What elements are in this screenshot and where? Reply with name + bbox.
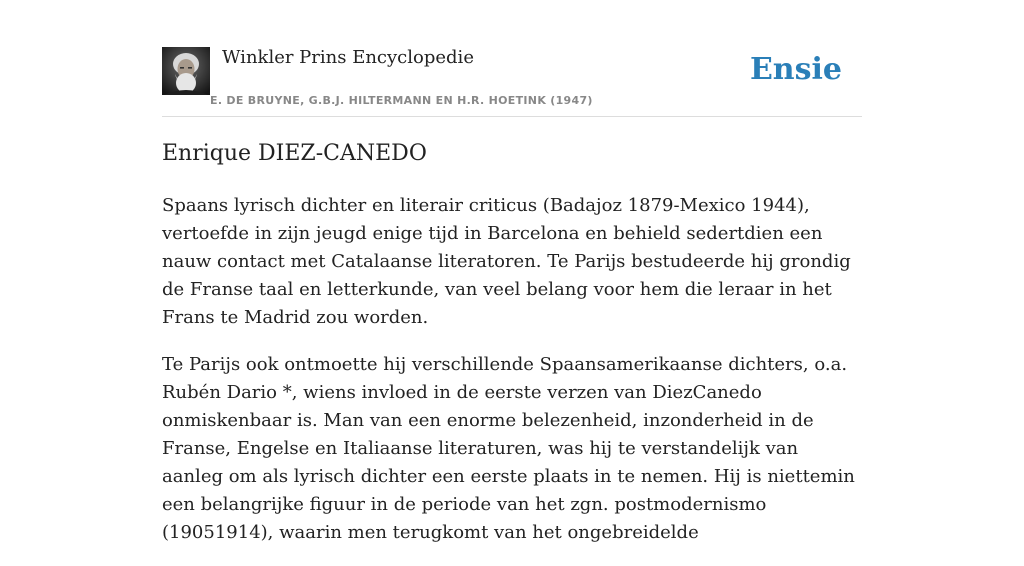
ensie-logo[interactable]: Ensie [749,52,842,87]
page-title: Enrique DIEZ-CANEDO [162,141,427,166]
portrait-avatar-icon[interactable] [162,47,210,95]
source-title[interactable]: Winkler Prins Encyclopedie [222,47,474,68]
source-header [162,44,862,117]
article-paragraph: Spaans lyrisch dichter en literair criticus (Badajoz 1879-Mexico 1944), vertoefde in zijn jeugd enige tijd in Barcelona en behield sedertdien een nauw contact met Catalaanse literatoren. Te Parijs bestudeerde hij grondig de Franse taal en letterkunde, van veel belang voor hem die leraar in het Frans te Madrid zou worden. [162,195,851,328]
source-authors: E. DE BRUYNE, G.B.J. HILTERMANN EN H.R. HOETINK (1947) [210,94,593,107]
article-body [162,192,862,566]
article-paragraph: Te Parijs ook ontmoette hij verschillende Spaansamerikaanse dichters, o.a. Rubén Dario *, wiens invloed in de eerste verzen van DiezCanedo onmiskenbaar is. Man van een enorme belezenheid, inzonderheid in de Franse, Engelse en Italiaanse literaturen, was hij te verstandelijk van aanleg om als lyrisch dichter een eerste plaats in te nemen. Hij is niettemin een belangrijke figuur in de periode van het zgn. postmodernismo (19051914), waarin men terugkomt van het ongebreidelde [162,354,855,543]
